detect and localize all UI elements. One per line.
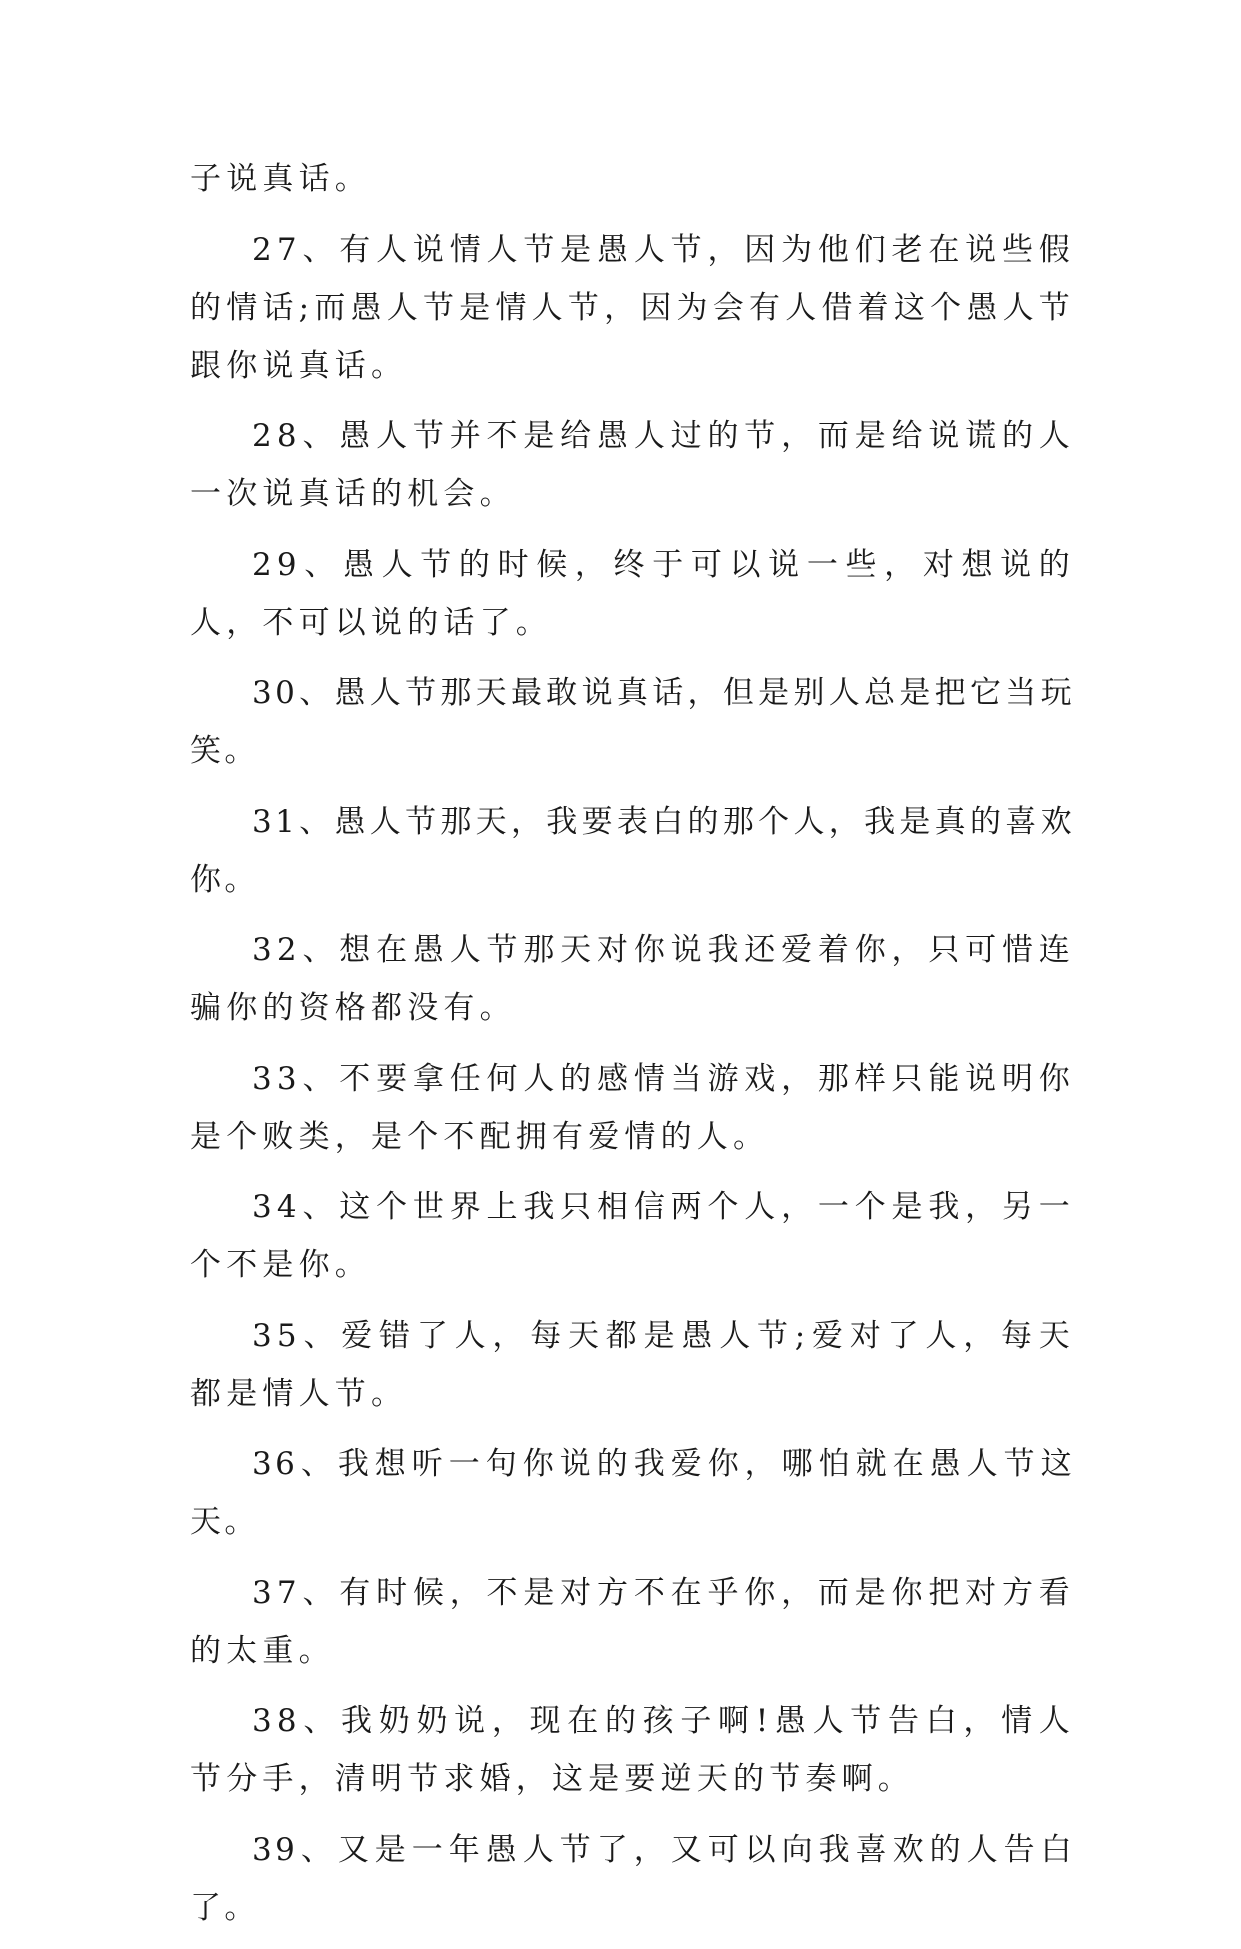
document-body bbox=[190, 150, 1075, 1949]
paragraph-38: 38、我奶奶说，现在的孩子啊!愚人节告白，情人节分手，清明节求婚，这是要逆天的节奏啊。 bbox=[190, 1703, 1075, 1797]
paragraph-33: 33、不要拿任何人的感情当游戏，那样只能说明你是个败类，是个不配拥有爱情的人。 bbox=[190, 1060, 1075, 1155]
paragraph-37: 37、有时候，不是对方不在乎你，而是你把对方看的太重。 bbox=[190, 1574, 1075, 1669]
paragraph-32: 32、想在愚人节那天对你说我还爱着你，只可惜连骗你的资格都没有。 bbox=[190, 932, 1075, 1026]
paragraph-27: 27、有人说情人节是愚人节，因为他们老在说些假的情话;而愚人节是情人节，因为会有人借着这个愚人节跟你说真话。 bbox=[190, 231, 1075, 384]
paragraph-26-continuation: 子说真话。 bbox=[190, 161, 371, 197]
paragraph-35: 35、爱错了人，每天都是愚人节;爱对了人，每天都是情人节。 bbox=[190, 1317, 1075, 1412]
paragraph-31: 31、愚人节那天，我要表白的那个人，我是真的喜欢你。 bbox=[190, 803, 1075, 898]
paragraph-29: 29、愚人节的时候，终于可以说一些，对想说的人，不可以说的话了。 bbox=[190, 546, 1075, 641]
paragraph-36: 36、我想听一句你说的我爱你，哪怕就在愚人节这天。 bbox=[190, 1446, 1075, 1540]
paragraph-28: 28、愚人节并不是给愚人过的节，而是给说谎的人一次说真话的机会。 bbox=[190, 418, 1075, 512]
paragraph-30: 30、愚人节那天最敢说真话，但是别人总是把它当玩笑。 bbox=[190, 675, 1075, 769]
paragraph-39: 39、又是一年愚人节了，又可以向我喜欢的人告白了。 bbox=[190, 1831, 1075, 1926]
paragraph-34: 34、这个世界上我只相信两个人，一个是我，另一个不是你。 bbox=[190, 1189, 1075, 1283]
